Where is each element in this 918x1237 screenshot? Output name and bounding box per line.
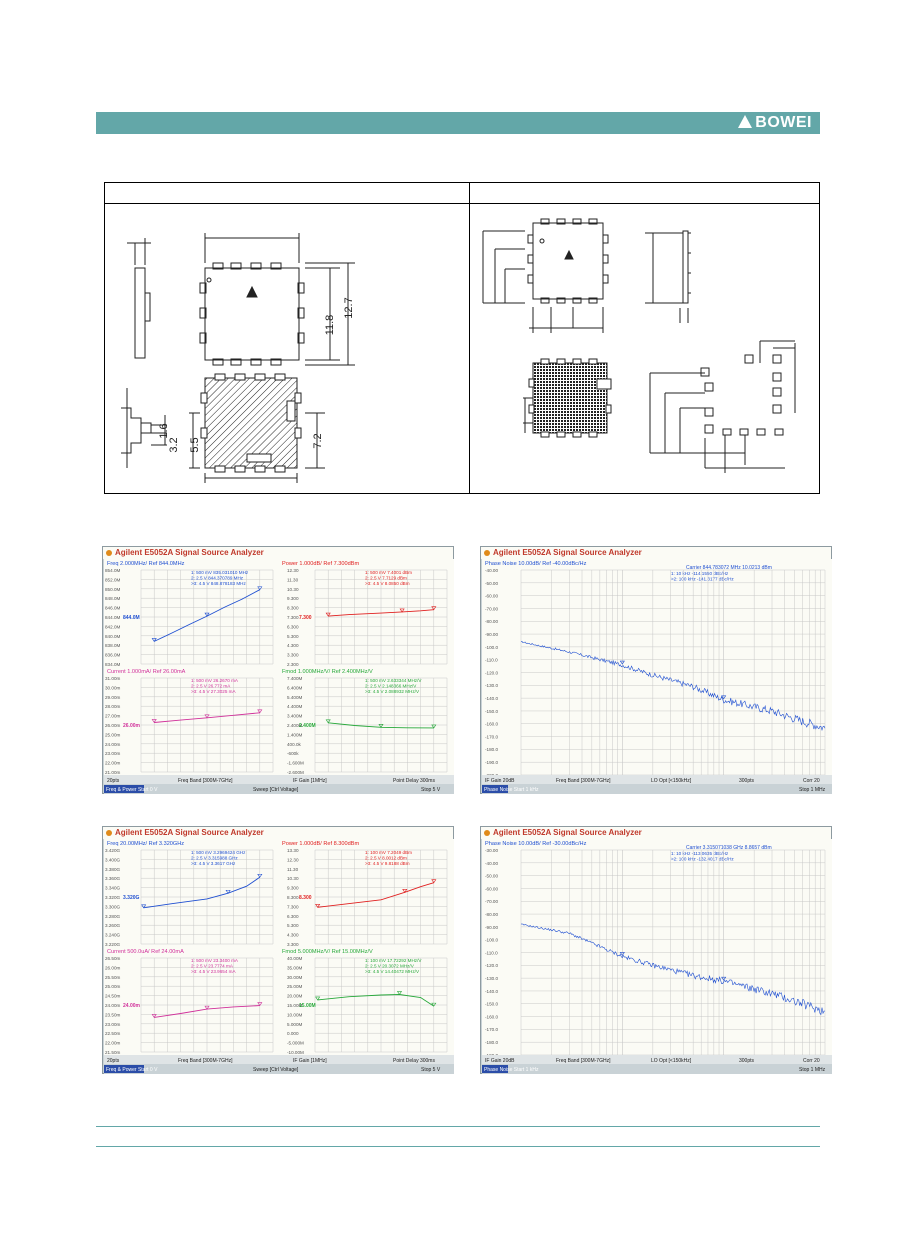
footer-cell: 300pts <box>739 778 755 784</box>
footer-cell: Freq Band [300M-7GHz] <box>178 1058 233 1064</box>
y-tick: 2.400M <box>287 723 303 728</box>
y-tick: 850.0M <box>105 586 121 592</box>
footer-cell: Point Delay 300ms <box>393 1058 435 1064</box>
ssa-screen-3 <box>102 826 454 1074</box>
y-tick: -110.0 <box>485 950 498 956</box>
y-tick: 23.00m <box>105 751 121 757</box>
y-tick: 6.300 <box>287 624 299 630</box>
marker-readout <box>365 850 412 866</box>
y-tick: 21.00m <box>105 770 121 775</box>
y-tick: -60.00 <box>485 886 499 892</box>
marker-line: >3: 4.5 V 848.878183 MHz <box>191 581 246 586</box>
y-tick: 9.300 <box>287 596 299 602</box>
footer-cell: Corr 20 <box>803 1058 820 1064</box>
y-tick: -80.00 <box>485 619 499 625</box>
status-mid: Sweep [Ctrl Voltage] <box>253 1067 299 1073</box>
marker-readout <box>671 571 734 582</box>
y-tick: 10.30 <box>287 586 299 592</box>
header-band <box>96 112 820 134</box>
y-tick: -150.0 <box>485 1001 499 1007</box>
y-tick: -110.0 <box>485 657 498 663</box>
y-tick: 3.280G <box>105 913 121 919</box>
y-tick: 3.260G <box>105 923 121 929</box>
y-tick: 834.0M <box>105 662 121 667</box>
panel-header: Current 1.000mA/ Ref 26.00mA <box>107 669 186 675</box>
status-mid: Sweep [Ctrl Voltage] <box>253 787 299 793</box>
y-tick: 25.00M <box>287 984 303 990</box>
y-tick: -140.0 <box>485 988 499 994</box>
y-tick: 3.400M <box>287 713 303 719</box>
ref-label: 7.300 <box>299 615 312 621</box>
status-left: Phase Noise Start 1 kHz <box>484 787 539 793</box>
panel-header: Power 1.000dB/ Ref 8.300dBm <box>282 841 360 847</box>
y-tick: -190.0 <box>485 760 499 765</box>
y-tick: -130.0 <box>485 976 499 981</box>
y-tick: 2.300 <box>287 662 299 667</box>
status-left: Freq & Power Start 0 V <box>106 1067 158 1073</box>
y-tick: 6.400M <box>287 685 303 691</box>
y-tick: 844.0M <box>105 615 121 620</box>
marker-line: 1: 500 mV 26.2670 mA <box>191 678 238 683</box>
ssa-app-title: Agilent E5052A Signal Source Analyzer <box>115 828 264 837</box>
y-tick: 3.300 <box>287 942 299 947</box>
dim-label-3-2: 3.2 <box>168 437 180 453</box>
y-tick: 854.0M <box>105 568 121 573</box>
y-tick: 0.000 <box>287 1031 299 1037</box>
y-tick: 20.00M <box>287 993 303 999</box>
y-tick: 3.240G <box>105 932 121 938</box>
y-tick: 21.50m <box>105 1050 121 1055</box>
y-tick: -120.0 <box>485 963 499 969</box>
y-tick: -600k <box>287 751 299 757</box>
y-tick: -150.0 <box>485 708 499 714</box>
ref-label: 2.400M <box>299 723 316 729</box>
ssa-app-title: Agilent E5052A Signal Source Analyzer <box>493 828 642 837</box>
y-tick: -100.0 <box>485 937 499 943</box>
footer-cell: IF Gain [1MHz] <box>293 778 327 784</box>
y-tick: 24.00m <box>105 741 121 747</box>
y-tick: 842.0M <box>105 624 121 630</box>
footer-cell: Freq Band [300M-7GHz] <box>556 778 611 784</box>
plot-background <box>104 559 454 775</box>
y-tick: 3.300G <box>105 904 121 910</box>
y-tick: 3.360G <box>105 876 121 882</box>
y-tick: 4.300 <box>287 932 299 938</box>
ref-label: 24.00m <box>123 1003 140 1009</box>
ssa-app-title: Agilent E5052A Signal Source Analyzer <box>493 548 642 557</box>
panel-header: Power 1.000dB/ Ref 7.300dBm <box>282 561 360 567</box>
footer-cell: IF Gain [1MHz] <box>293 1058 327 1064</box>
y-tick: 5.300 <box>287 633 299 639</box>
footer-cell: 20pts <box>107 1058 120 1064</box>
plot-background <box>104 839 454 1055</box>
y-tick: -160.0 <box>485 1014 499 1020</box>
y-tick: -80.00 <box>485 912 499 917</box>
marker-line: 2: 2.5 V 23.7774 mA <box>191 963 233 969</box>
dimension-drawing-table <box>104 182 820 494</box>
marker-line: >3: 4.5 V 23.9654 mA <box>191 969 236 974</box>
agilent-logo-icon <box>106 830 112 836</box>
y-tick: 13.30 <box>287 848 299 853</box>
y-tick: -50.00 <box>485 873 499 879</box>
y-tick: 1.400M <box>287 732 303 738</box>
marker-line: 2: 2.5 V 2.148366 MHz/V <box>365 683 417 689</box>
y-tick: 26.00m <box>105 723 121 728</box>
y-tick: 836.0M <box>105 652 121 658</box>
y-tick: 7.400M <box>287 676 303 681</box>
ssa-screen-2 <box>480 546 832 794</box>
y-tick: 7.300 <box>287 904 299 910</box>
y-tick: 40.00M <box>287 956 303 961</box>
y-tick: 22.00m <box>105 760 121 766</box>
y-tick: 26.50m <box>105 956 121 961</box>
y-tick: 400.0k <box>287 741 301 747</box>
y-tick: 4.300 <box>287 643 299 649</box>
brand-name: BOWEI <box>755 114 812 131</box>
y-tick: 25.00m <box>105 732 121 738</box>
plot-background <box>482 839 832 1055</box>
y-tick: 3.380G <box>105 866 121 872</box>
plot-background <box>482 559 832 775</box>
y-tick: -5.000M <box>287 1040 304 1046</box>
y-tick: 26.00m <box>105 965 121 971</box>
y-tick: -140.0 <box>485 696 499 701</box>
marker-line: >3: 4.5 V 3.3617 GHz <box>191 861 236 866</box>
dim-label-1-6: 1.6 <box>158 423 170 439</box>
marker-line: 2: 2.5 V 26.772 mA <box>191 683 231 689</box>
marker-line: 1: 100 mV 7.2049 dBm <box>365 850 412 855</box>
footer-cell: Freq Band [300M-7GHz] <box>556 1058 611 1064</box>
y-tick: 12.30 <box>287 568 299 573</box>
y-tick: -30.00 <box>485 848 499 853</box>
ssa-phase-noise-plot <box>481 839 833 1075</box>
y-tick: 27.00m <box>105 713 121 719</box>
marker-line: >3: 4.5 V 27.3025 mA <box>191 689 236 694</box>
right-drawing <box>483 219 795 473</box>
y-tick: -170.0 <box>485 1027 499 1033</box>
ssa-app-title: Agilent E5052A Signal Source Analyzer <box>115 548 264 557</box>
y-tick: 10.00M <box>287 1012 303 1018</box>
ssa-4panel-plot <box>103 839 455 1075</box>
panel-header: Freq 20.00MHz/ Ref 3.320GHz <box>107 841 185 847</box>
y-tick: -70.00 <box>485 899 499 905</box>
marker-line: 1: 500 mV 835.031010 MHz <box>191 570 249 575</box>
panel-header: Phase Noise 10.00dB/ Ref -30.00dBc/Hz <box>485 841 587 847</box>
marker-line: >3: 4.5 V 8.0850 dBm <box>365 581 410 586</box>
y-tick: 3.300 <box>287 652 299 658</box>
ssa-screen-4 <box>480 826 832 1074</box>
y-tick: -2.600M <box>287 770 304 775</box>
y-tick: 23.00m <box>105 1021 121 1027</box>
y-tick: -1.600M <box>287 760 304 766</box>
y-tick: 31.00m <box>105 676 121 681</box>
marker-line: 2: 2.5 V 8.0012 dBm <box>365 855 407 861</box>
marker-line: >3: 4.5 V 14.40472 MHz/V <box>365 969 420 974</box>
dim-label-5-5: 5.5 <box>189 437 201 453</box>
y-tick: 30.00M <box>287 974 303 980</box>
footer-cell: Corr 20 <box>803 778 820 784</box>
footer-cell: IF Gain 20dB <box>485 1058 515 1064</box>
ssa-title-bar <box>103 547 453 559</box>
marker-line: 2: 2.5 V 20.3072 MHz/V <box>365 963 414 969</box>
y-tick: 29.00m <box>105 694 121 700</box>
footer-rule-bottom <box>96 1146 820 1147</box>
y-tick: -170.0 <box>485 734 499 740</box>
y-tick: 11.30 <box>287 577 299 583</box>
y-tick: 3.320G <box>105 895 121 900</box>
y-tick: 8.300 <box>287 895 299 900</box>
footer-rule-top <box>96 1126 820 1127</box>
marker-readout <box>671 851 734 862</box>
marker-line: 2: 2.5 V 7.7129 dBm <box>365 575 407 581</box>
y-tick: 3.400G <box>105 857 121 863</box>
y-tick: 5.300 <box>287 923 299 929</box>
y-tick: 25.50m <box>105 974 121 980</box>
footer-cell: Point Delay 300ms <box>393 778 435 784</box>
marker-line: 1: 500 mV 2.633344 MHz/V <box>365 678 422 683</box>
panel-header: Phase Noise 10.00dB/ Ref -40.00dBc/Hz <box>485 561 587 567</box>
carrier-readout: Carrier 844.783072 MHz 10.0213 dBm <box>686 565 772 571</box>
panel-header: Fmod 5.000MHz/V/ Ref 15.00MHz/V <box>282 949 373 955</box>
y-tick: -40.00 <box>485 568 499 573</box>
y-tick: 12.30 <box>287 857 299 863</box>
y-tick: -40.00 <box>485 860 499 866</box>
marker-line: 1: 500 mV 7.4001 dBm <box>365 570 412 575</box>
y-tick: 840.0M <box>105 633 121 639</box>
ref-label: 15.00M <box>299 1003 316 1009</box>
top-view-pads <box>200 263 304 365</box>
y-tick: 30.00m <box>105 685 121 691</box>
y-tick: 10.30 <box>287 876 299 882</box>
y-tick: 24.00m <box>105 1003 121 1008</box>
marker-line: 1: 500 mV 23.3400 mA <box>191 958 238 963</box>
y-tick: -60.00 <box>485 593 499 599</box>
y-tick: 4.400M <box>287 704 303 710</box>
y-tick: 852.0M <box>105 577 121 583</box>
marker-line: >3: 4.5 V 9.8188 dBm <box>365 861 410 866</box>
marker-readout <box>191 958 239 974</box>
dim-label-7-2: 7.2 <box>312 433 324 449</box>
ssa-title-bar <box>481 827 831 839</box>
status-right: Stop 1 MHz <box>799 787 826 793</box>
marker-readout <box>191 570 249 586</box>
marker-readout <box>365 570 412 586</box>
y-tick: 35.00M <box>287 965 303 971</box>
y-tick: 846.0M <box>105 605 121 611</box>
logo-triangle-icon <box>738 115 752 128</box>
marker-line: 1: 100 mV 17.72292 MHz/V <box>365 958 422 963</box>
y-tick: 3.420G <box>105 848 121 853</box>
panel-header: Fmod 1.000MHz/V/ Ref 2.400MHz/V <box>282 669 373 675</box>
ssa-title-bar <box>103 827 453 839</box>
y-tick: 848.0M <box>105 596 121 602</box>
status-left: Freq & Power Start 0 V <box>106 787 158 793</box>
footer-cell: 20pts <box>107 778 120 784</box>
footer-cell: Freq Band [300M-7GHz] <box>178 778 233 784</box>
footer-cell: 300pts <box>739 1058 755 1064</box>
y-tick: 9.300 <box>287 885 299 891</box>
marker-readout <box>365 958 422 974</box>
brand-logo <box>738 114 812 132</box>
marker-line: 2: 2.5 V 3.315988 GHz <box>191 855 238 861</box>
status-right: Stop 5 V <box>421 1067 441 1073</box>
y-tick: -70.00 <box>485 606 499 612</box>
y-tick: 28.00m <box>105 704 121 710</box>
dim-label-12-7: 12.7 <box>343 297 355 319</box>
ssa-phase-noise-plot <box>481 559 833 795</box>
agilent-logo-icon <box>484 550 490 556</box>
y-tick: -120.0 <box>485 670 499 676</box>
y-tick: 25.00m <box>105 984 121 990</box>
y-tick: -180.0 <box>485 1040 499 1045</box>
y-tick: 22.50m <box>105 1031 121 1037</box>
marker-line: 2: 2.5 V 844.370789 MHz <box>191 575 244 581</box>
y-tick: 3.220G <box>105 942 121 947</box>
marker-line: >3: 4.5 V 2.088932 MHz/V <box>365 689 420 694</box>
ref-label: 8.300 <box>299 895 312 901</box>
y-tick: 8.300 <box>287 605 299 611</box>
y-tick: 3.340G <box>105 885 121 891</box>
status-right: Stop 5 V <box>421 787 441 793</box>
y-tick: 24.50m <box>105 993 121 999</box>
y-tick: -100.0 <box>485 644 499 650</box>
ref-label: 26.00m <box>123 723 140 729</box>
footer-cell: LO Opt [<150kHz] <box>651 1058 692 1064</box>
marker-line: >2: 100 kHz -132.4017 dBc/Hz <box>671 856 734 862</box>
status-left: Phase Noise Start 1 kHz <box>484 1067 539 1073</box>
y-tick: 5.000M <box>287 1021 303 1027</box>
ssa-4panel-plot <box>103 559 455 795</box>
ref-label: 3.320G <box>123 895 140 901</box>
ssa-title-bar <box>481 547 831 559</box>
y-tick: 11.30 <box>287 866 299 872</box>
carrier-readout: Carrier 3.315071038 GHz 8.8657 dBm <box>686 845 772 851</box>
marker-readout <box>365 678 422 694</box>
footer-cell: LO Opt [<150kHz] <box>651 778 692 784</box>
panel-header: Freq 2.000MHz/ Ref 844.0MHz <box>107 561 185 567</box>
y-tick: -160.0 <box>485 721 499 727</box>
y-tick: -90.00 <box>485 632 499 637</box>
marker-line: 1: 10 kHz -114.1550 dBc/Hz <box>671 571 729 576</box>
y-tick: -10.00M <box>287 1050 304 1055</box>
dim-label-11-8: 11.8 <box>324 314 336 336</box>
footer-cell: IF Gain 20dB <box>485 778 515 784</box>
agilent-logo-icon <box>484 830 490 836</box>
y-tick: -130.0 <box>485 683 499 689</box>
status-right: Stop 1 MHz <box>799 1067 826 1073</box>
marker-line: >2: 100 kHz -141.3177 dBc/Hz <box>671 576 734 582</box>
y-tick: 838.0M <box>105 643 121 649</box>
y-tick: 6.300 <box>287 913 299 919</box>
y-tick: 7.300 <box>287 615 299 620</box>
ssa-screen-1 <box>102 546 454 794</box>
y-tick: -50.00 <box>485 580 499 586</box>
y-tick: 23.50m <box>105 1012 121 1018</box>
outline-drawings <box>105 183 821 495</box>
marker-line: 1: 500 mV 3.2969424 GHz <box>191 850 246 855</box>
y-tick: -90.00 <box>485 924 499 930</box>
agilent-logo-icon <box>106 550 112 556</box>
ref-label: 844.0M <box>123 615 140 621</box>
y-tick: 5.400M <box>287 694 303 700</box>
panel-header: Current 500.0uA/ Ref 24.00mA <box>107 949 184 955</box>
y-tick: 22.00m <box>105 1040 121 1046</box>
marker-line: 1: 10 kHz -113.0635 dBc/Hz <box>671 851 729 856</box>
y-tick: 15.00M <box>287 1003 303 1008</box>
y-tick: -180.0 <box>485 747 499 753</box>
